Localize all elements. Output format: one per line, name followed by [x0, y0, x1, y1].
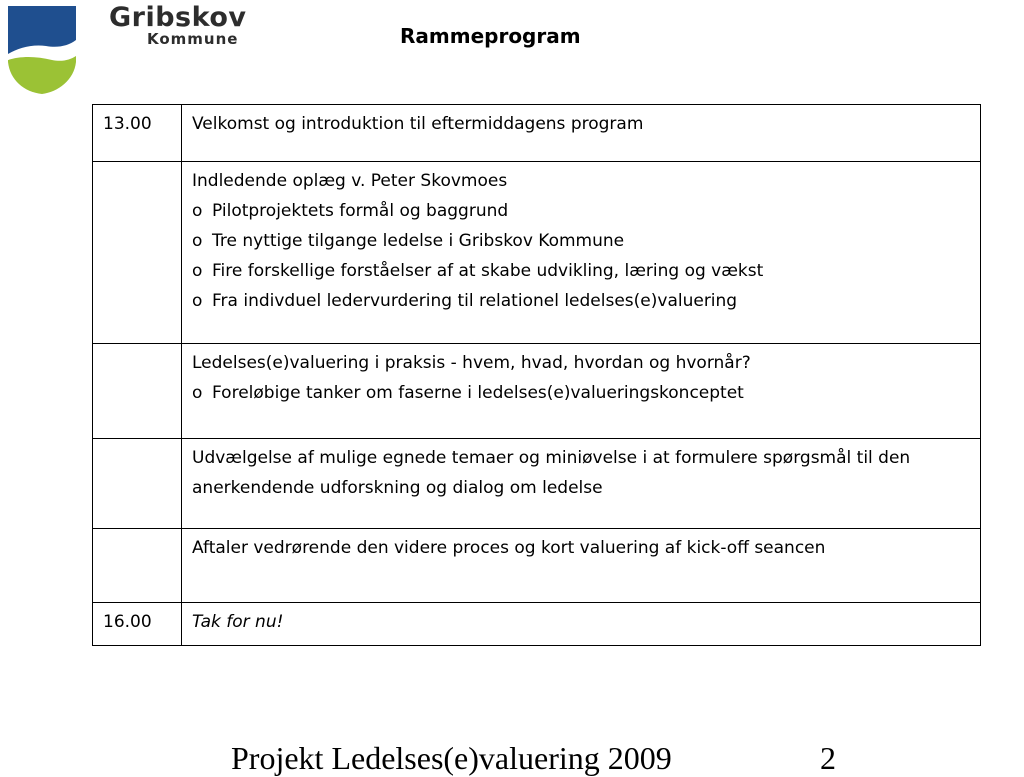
bullet-marker: o	[192, 383, 203, 403]
bullet-text: Foreløbige tanker om faserne i ledelses(e)valueringskonceptet	[212, 383, 744, 403]
table-row	[93, 529, 981, 603]
agenda-cell	[182, 162, 981, 344]
bullet-text: Pilotprojektets formål og baggrund	[212, 201, 509, 221]
bullet-marker: o	[192, 261, 203, 281]
bullet-text: Tre nyttige tilgange ledelse i Gribskov Kommune	[212, 231, 625, 251]
time-cell	[93, 439, 182, 529]
bullet-text: Fire forskellige forståelser af at skabe udvikling, læring og vækst	[212, 261, 764, 281]
agenda-item-heading: Ledelses(e)valuering i praksis - hvem, hvad, hvordan og hvornår?	[192, 353, 751, 373]
agenda-item-heading: Aftaler vedrørende den videre proces og kort valuering af kick-off seancen	[192, 538, 826, 558]
agenda-item-heading: Velkomst og introduktion til eftermiddagens program	[192, 114, 644, 134]
footer-text: Projekt Ledelses(e)valuering 2009	[231, 740, 672, 776]
gribskov-logo	[6, 2, 268, 94]
time-cell	[93, 344, 182, 439]
agenda-cell	[182, 439, 981, 529]
time-cell: 16.00	[93, 603, 182, 646]
agenda-cell	[182, 603, 981, 646]
agenda-cell	[182, 529, 981, 603]
agenda-item-heading: Indledende oplæg v. Peter Skovmoes	[192, 171, 508, 191]
bullet-item	[192, 226, 970, 256]
bullet-marker: o	[192, 231, 203, 251]
bullet-marker: o	[192, 201, 203, 221]
bullet-item	[192, 286, 970, 316]
municipality-emblem-icon	[6, 2, 80, 94]
bullet-text: Fra indivduel ledervurdering til relationel ledelses(e)valuering	[212, 291, 738, 311]
table-row	[93, 439, 981, 529]
table-row	[93, 603, 981, 646]
program-table	[92, 104, 981, 646]
logo-name: Gribskov	[109, 2, 247, 33]
time-cell	[93, 162, 182, 344]
time-cell	[93, 529, 182, 603]
table-row	[93, 162, 981, 344]
bullet-item	[192, 196, 970, 226]
agenda-item-heading: Udvælgelse af mulige egnede temaer og miniøvelse i at formulere spørgsmål til den anerkendende udforskning og dialog om ledelse	[192, 448, 911, 498]
table-row	[93, 105, 981, 162]
time-cell: 13.00	[93, 105, 182, 162]
bullet-item	[192, 256, 970, 286]
agenda-cell	[182, 344, 981, 439]
agenda-cell	[182, 105, 981, 162]
agenda-item-heading: Tak for nu!	[192, 612, 284, 632]
page-number: 2	[820, 740, 836, 776]
page-title: Rammeprogram	[400, 24, 581, 48]
bullet-marker: o	[192, 291, 203, 311]
bullet-item	[192, 378, 970, 408]
table-row	[93, 344, 981, 439]
logo-subtitle: Kommune	[147, 30, 239, 48]
